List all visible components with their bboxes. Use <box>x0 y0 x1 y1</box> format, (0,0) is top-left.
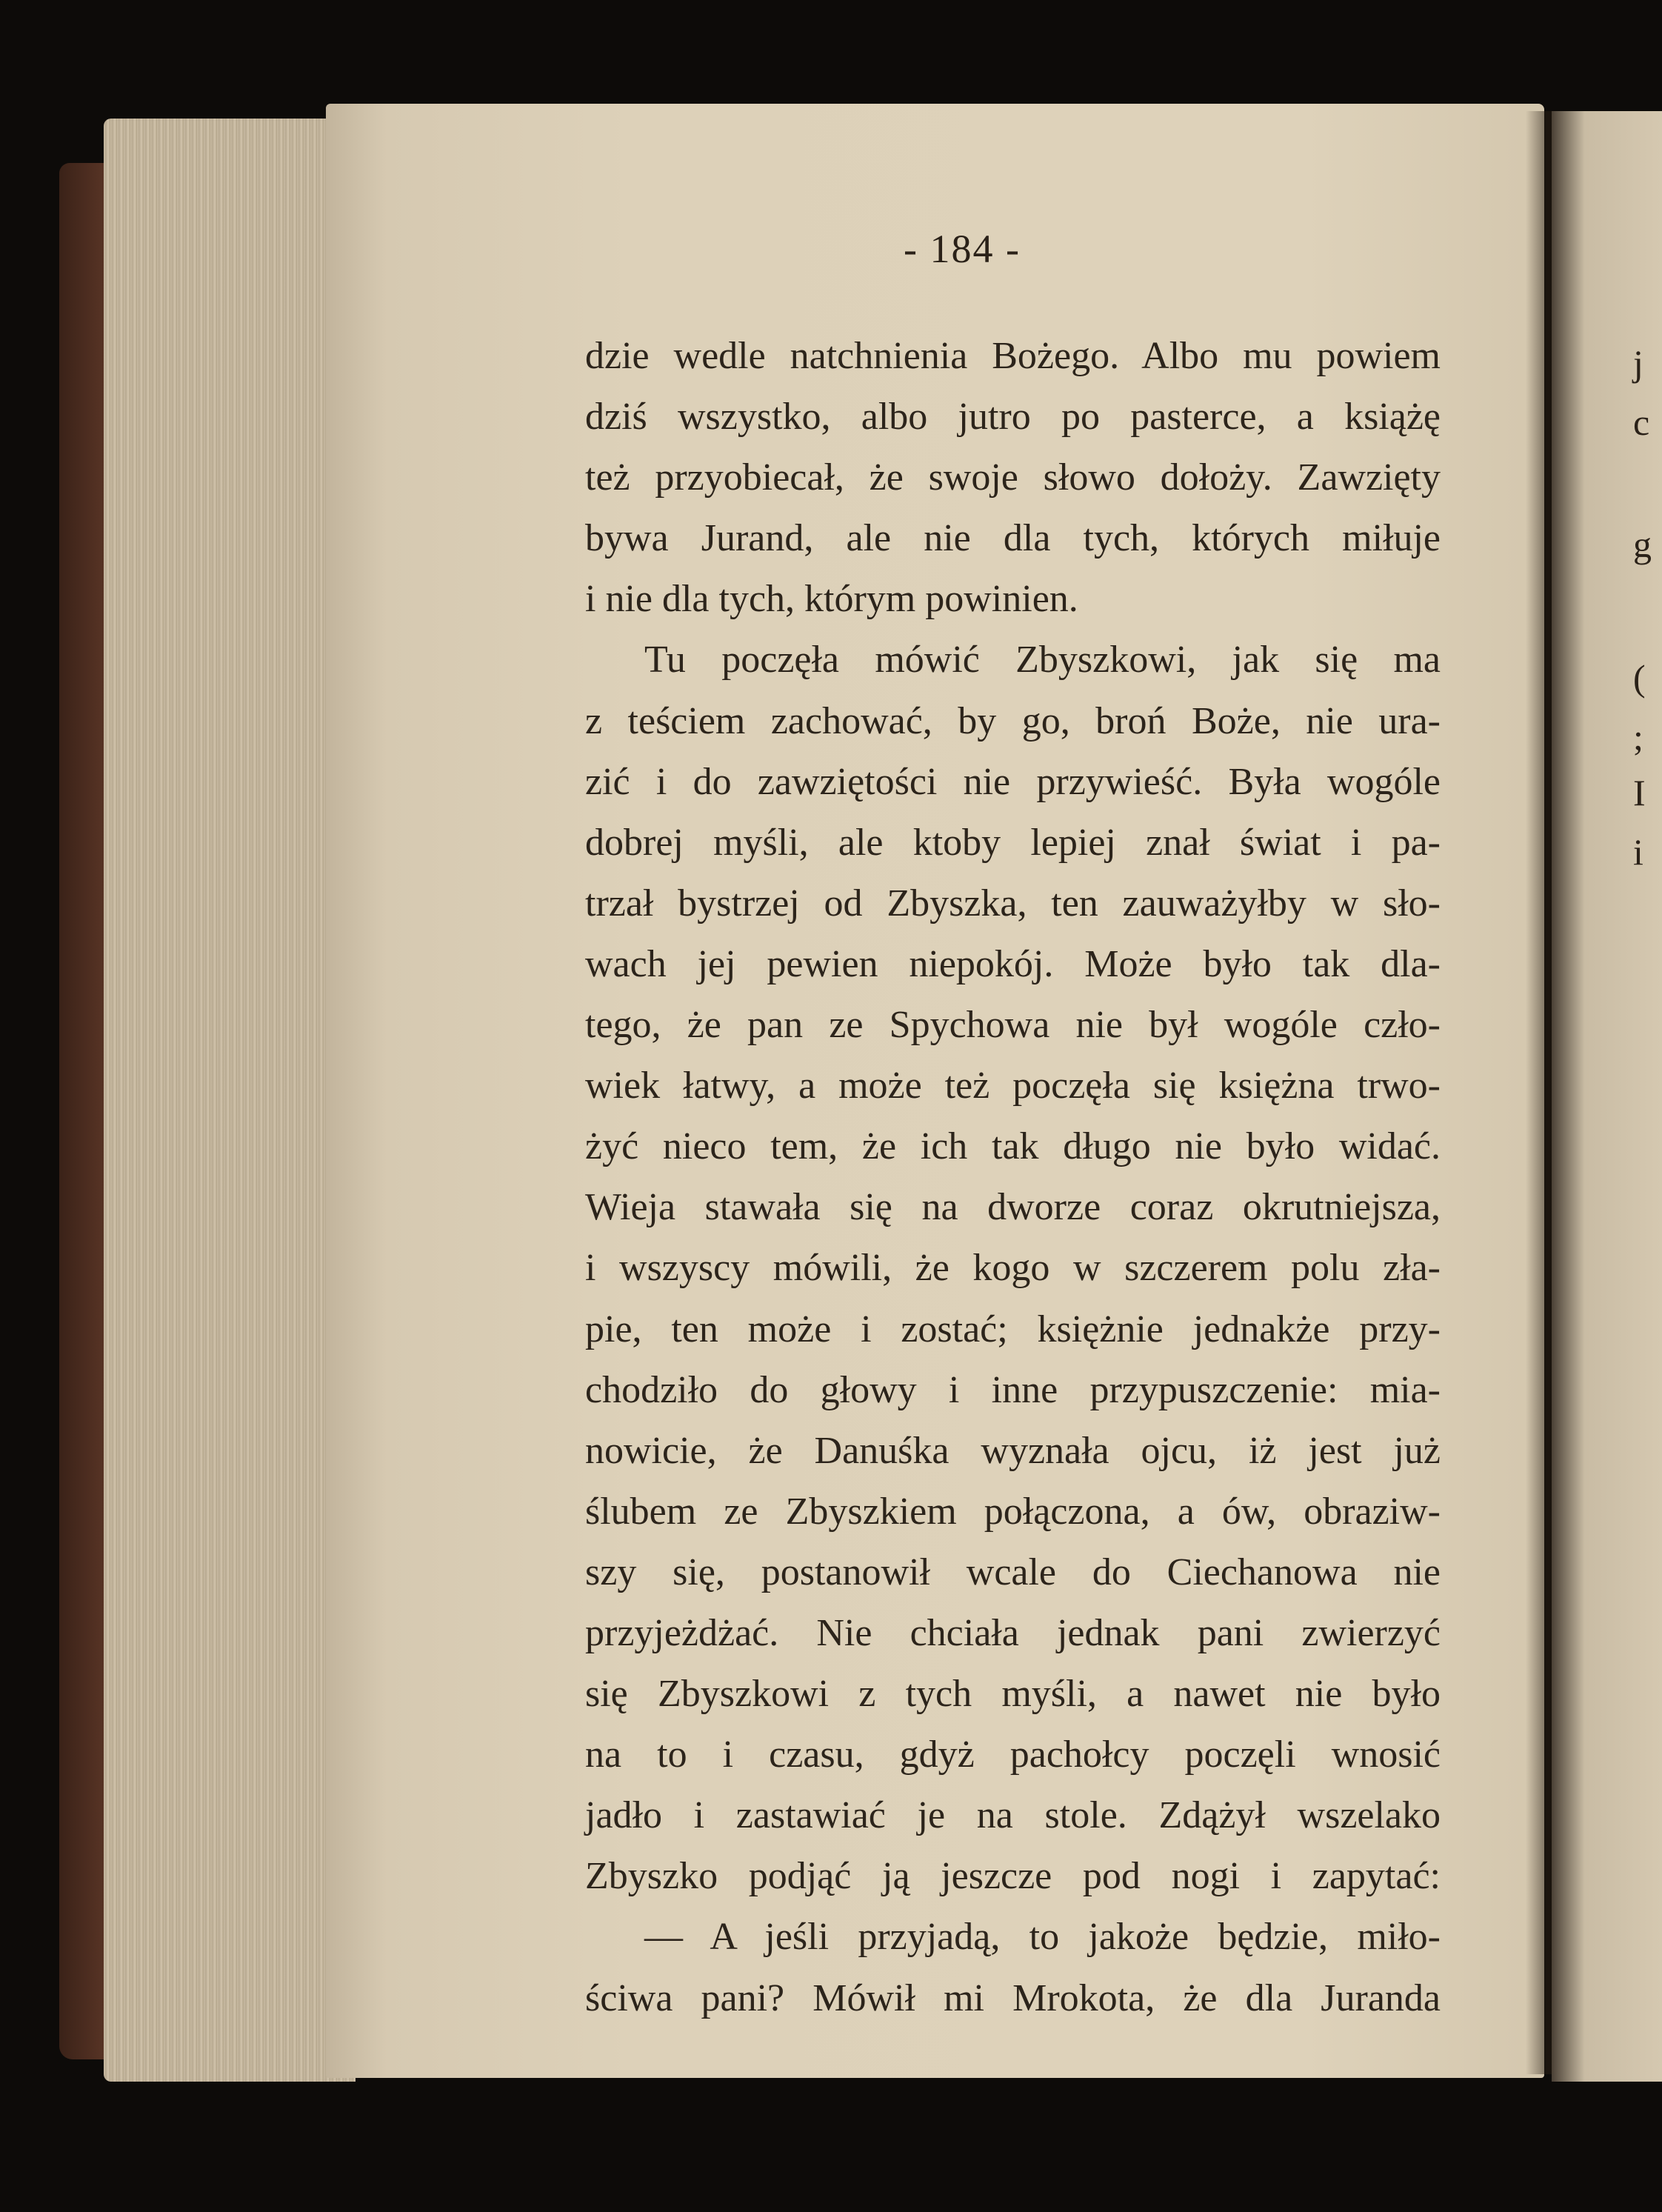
text-line: Tu poczęła mówić Zbyszkowi, jak się ma <box>644 639 1441 682</box>
text-line: żyć nieco tem, że ich tak długo nie było widać. <box>585 1125 1441 1168</box>
page-number: - 184 - <box>904 227 1021 271</box>
text-line: tego, że pan ze Spychowa nie był wogóle czło- <box>585 1004 1441 1047</box>
text-line: zić i do zawziętości nie przywieść. Była wogóle <box>585 760 1441 803</box>
text-line: z teściem zachować, by go, broń Boże, nie ura- <box>585 699 1441 742</box>
text-line: — A jeśli przyjadą, to jakoże będzie, miło- <box>644 1916 1441 1959</box>
text-line: przyjeżdżać. Nie chciała jednak pani zwierzyć <box>585 1611 1441 1654</box>
page-stack-edges <box>104 119 356 2082</box>
text-line: trzał bystrzej od Zbyszka, ten zauważyłby w sło- <box>585 882 1441 925</box>
text-line: ściwa pani? Mówił mi Mrokota, że dla Juranda <box>585 1976 1441 2019</box>
text-line: wach jej pewien niepokój. Może było tak dla- <box>585 942 1441 985</box>
next-page-fragment: g <box>1633 524 1652 565</box>
text-line: i nie dla tych, którym powinien. <box>585 578 1078 621</box>
text-line: na to i czasu, gdyż pachołcy poczęli wnosić <box>585 1733 1441 1776</box>
next-page-fragment: I <box>1633 772 1646 813</box>
text-line: i wszyscy mówili, że kogo w szczerem polu zła- <box>585 1247 1441 1290</box>
page-text <box>585 326 1441 2029</box>
text-line: dzie wedle natchnienia Bożego. Albo mu powiem <box>585 335 1441 377</box>
text-line: jadło i zastawiać je na stole. Zdążył wszelako <box>585 1794 1441 1837</box>
text-line: bywa Jurand, ale nie dla tych, których miłuje <box>585 517 1441 560</box>
text-line: chodziło do głowy i inne przypuszczenie: mia- <box>585 1368 1441 1411</box>
next-page-fragment: ( <box>1633 657 1646 699</box>
next-page-fragment: i <box>1633 831 1643 873</box>
next-page-fragment: ; <box>1633 716 1643 758</box>
next-page-fragment: c <box>1633 402 1650 443</box>
text-line: pie, ten może i zostać; księżnie jednakże przy- <box>585 1307 1441 1350</box>
text-line: ślubem ze Zbyszkiem połączona, a ów, obraziw- <box>585 1490 1441 1533</box>
next-page-fragment: j <box>1633 342 1643 384</box>
text-line: też przyobiecał, że swoje słowo dołoży. Zawzięty <box>585 456 1441 499</box>
text-line: wiek łatwy, a może też poczęła się księżna trwo- <box>585 1065 1441 1107</box>
text-line: nowicie, że Danuśka wyznała ojcu, iż jest już <box>585 1429 1441 1472</box>
text-line: Wieja stawała się na dworze coraz okrutniejsza, <box>585 1186 1441 1229</box>
text-line: dobrej myśli, ale ktoby lepiej znał świat i pa- <box>585 821 1441 864</box>
next-page-edge <box>1552 111 1662 2082</box>
text-line: Zbyszko podjąć ją jeszcze pod nogi i zapytać: <box>585 1855 1441 1898</box>
text-line: się Zbyszkowi z tych myśli, a nawet nie było <box>585 1673 1441 1716</box>
text-line: dziś wszystko, albo jutro po pasterce, a książę <box>585 396 1441 439</box>
text-line: szy się, postanowił wcale do Ciechanowa nie <box>585 1550 1441 1593</box>
